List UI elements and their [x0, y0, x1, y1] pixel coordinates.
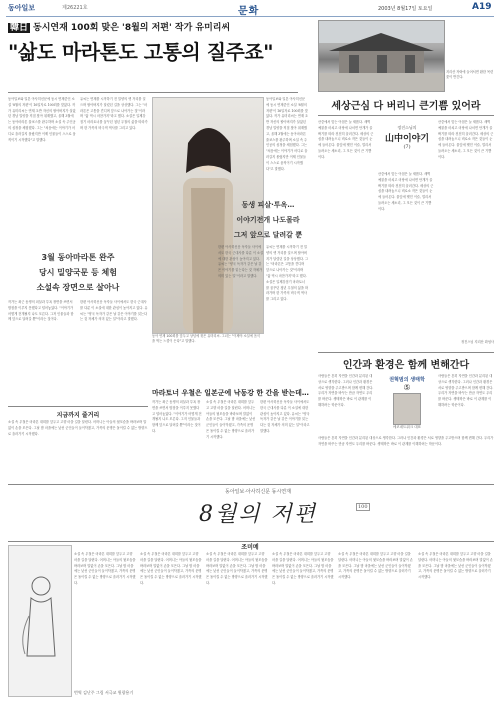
- author-photo-caption: 동아 연재 100회를 앞두고 상념에 젖은 유미리씨. 그녀는 "이제야 소설에 음식을 먹는 느낌이 든다"고 말했다.: [152, 334, 260, 343]
- article-column-1: 동아일보와 일본 아사히신문에 동시 연재중인 소설 '8월의 저편'이 16일자로 100회를 맞았다. 작가 유미리씨는 연재 초반 자신의 할아버지가 살았던 경남 밀양을 직접 찾아 취재했고, 올해 3월에는 동아마라톤 풀코스를 완주하며 소설 속 주인공의 심정을 체험했다. 그는 "처음에는 이야기가 어디로 흘러갈지 몰랐지만 이제 인물들이 스스로 움직이기 시작했다"고 말했다.: [8, 97, 76, 142]
- column-series-name: 山中이야기: [384, 134, 430, 144]
- column-number: (7): [403, 144, 411, 150]
- column-text-2: 산중에서 맞는 아침은 늘 새롭다. 새벽 예불을 마치고 마당에 나서면 안개가 골짜기를 따라 천천히 흘러간다. 세상의 근심을 내려놓으니 비로소 작은 것들이 눈에 들어온다. 풀잎에 맺힌 이슬, 멀리서 들려오는 새소리, 그 모든 것이 큰 기쁨이다.: [378, 172, 434, 211]
- article-column-9: 소설 속 우철은 마라톤 대회를 앞두고 고향 마을 길을 달린다. 어머니는 아들의 뒷모습을 바라보며 말없이 손을 모은다. 그날 밤 마을에는 낯선 군인들이 들이닥쳤고, 가족의 운명은 돌이킬 수 없는 방향으로 흘러가기 시작했다.: [206, 400, 256, 439]
- novel-banner-label: 동아일보·아사히신문 동시연재: [225, 489, 291, 495]
- column-text-3: 산중에서 맞는 아침은 늘 새롭다. 새벽 예불을 마치고 마당에 나서면 안개가 골짜기를 따라 천천히 흘러간다. 세상의 근심을 내려놓으니 비로소 작은 것들이 눈에 들어온다. 풀잎에 맺힌 이슬, 멀리서 들려오는 새소리, 그 모든 것이 큰 기쁨이다.: [438, 120, 494, 159]
- article-column-7: 한편 아사히신문 독자들 사이에서도 한국 근대사를 다룬 이 소설에 대한 관심이 높아지고 있다. 유씨는 "양국 독자가 같은 날 같은 이야기를 읽는다는 것 자체가 의미 있는 일"이라고 말했다.: [218, 245, 264, 278]
- woman-sketch-illustration: [9, 546, 71, 696]
- novel-text-6: 소설 속 우철은 마라톤 대회를 앞두고 고향 마을 길을 달린다. 어머니는 아들의 뒷모습을 바라보며 말없이 손을 모은다. 그날 밤 마을에는 낯선 군인들이 들이닥쳤고, 가족의 운명은 돌이킬 수 없는 방향으로 흘러가기 시작했다.: [418, 552, 493, 580]
- novel-credit: 번역 김난주 그림 서극교 원광용기: [74, 690, 134, 695]
- novel-text-4: 소설 속 우철은 마라톤 대회를 앞두고 고향 마을 길을 달린다. 어머니는 아들의 뒷모습을 바라보며 말없이 손을 모은다. 그날 밤 마을에는 낯선 군인들이 들이닥쳤고, 가족의 운명은 돌이킬 수 없는 방향으로 흘러가기 시작했다.: [272, 552, 334, 585]
- article-column-2: 유씨는 연재를 시작하기 전 밀양의 옛 거리를 걸으며 할아버지가 달렸던 길을 상상했다. 그는 "마라톤은 고통을 견디며 앞으로 나아가는 것"이라며 "삶 역시 마찬가지"라고 했다. 소설은 일제강점기 마라토너를 꿈꾸던 청년 우철의 삶을 따라가며 한 가족의 비극적 역사를 그리고 있다.: [80, 97, 148, 130]
- temple-photo: [318, 20, 445, 92]
- ecology-series-sub: 에코네트워크 대표: [392, 425, 422, 429]
- edition-number: 제26221호: [62, 5, 88, 11]
- novel-title: 8월의 저편: [199, 502, 317, 527]
- pull-quote-1-line: 소설속 장면으로 살아나: [36, 283, 120, 292]
- article-column-8: 작가는 최근 동생의 피살과 투옥 장면을 쓰면서 밤잠을 이루지 못했다고 털어놓았다. "이야기가 어떻게 전개될지 나도 모른다. 그저 인물들과 함께 앞으로 달려갈 뿐"이라는 것이다.: [152, 400, 202, 433]
- novel-text-3: 소설 속 우철은 마라톤 대회를 앞두고 고향 마을 길을 달린다. 어머니는 아들의 뒷모습을 바라보며 말없이 손을 모은다. 그날 밤 마을에는 낯선 군인들이 들이닥쳤고, 가족의 운명은 돌이킬 수 없는 방향으로 흘러가기 시작했다.: [206, 552, 268, 585]
- masthead: [6, 2, 494, 17]
- column-text-1: 산중에서 맞는 아침은 늘 새롭다. 새벽 예불을 마치고 마당에 나서면 안개가 골짜기를 따라 천천히 흘러간다. 세상의 근심을 내려놓으니 비로소 작은 것들이 눈에 들어온다. 풀잎에 맺힌 이슬, 멀리서 들려오는 새소리, 그 모든 것이 큰 기쁨이다.: [318, 120, 374, 159]
- ecology-text-3: 사람들은 흔히 자연을 인간과 분리된 대상으로 생각한다. 그러나 인간과 환경은 서로 영향을 주고받으며 함께 변해 간다. 우리가 자연을 바꾸는 만큼 자연도 우리를 바꾼다. 생태학은 바로 이 관계를 이해하려는 학문이다.: [318, 436, 494, 446]
- pull-quote-2-line: 이야기전개 나도몰라: [236, 216, 300, 224]
- article-column-3: 작가는 최근 동생의 피살과 투옥 장면을 쓰면서 밤잠을 이루지 못했다고 털어놓았다. "이야기가 어떻게 전개될지 나도 모른다. 그저 인물들과 함께 앞으로 달려갈 뿐"이라는 것이다.: [8, 300, 74, 322]
- column-series-label: 정진스님의: [397, 125, 417, 130]
- kicker-text: 동시연재 100회 맞은 '8월의 저편' 작가 유미리씨: [33, 23, 231, 33]
- pull-quote-2-line: 동생 피살·투옥…: [241, 201, 295, 209]
- paper-name: 동아일보: [8, 4, 36, 12]
- ecology-series-box: [378, 376, 436, 434]
- article-column-10: 한편 아사히신문 독자들 사이에서도 한국 근대사를 다룬 이 소설에 대한 관심이 높아지고 있다. 유씨는 "양국 독자가 같은 날 같은 이야기를 읽는다는 것 자체가 의미 있는 일"이라고 말했다.: [260, 400, 310, 433]
- sidebar-rule: [8, 406, 148, 407]
- columnist-photo: [393, 393, 421, 425]
- page-number: A19: [472, 2, 492, 12]
- column-rule: [318, 115, 494, 116]
- pull-quote-2: [218, 198, 318, 243]
- ecology-rule: [318, 352, 494, 353]
- headline-rule: [8, 92, 298, 93]
- ecology-number: ⑤: [403, 383, 411, 392]
- novel-illustration: [8, 545, 72, 697]
- synopsis-title: 지금까지 줄거리: [56, 412, 100, 419]
- novel-text-5: 소설 속 우철은 마라톤 대회를 앞두고 고향 마을 길을 달린다. 어머니는 아들의 뒷모습을 바라보며 말없이 손을 모은다. 그날 밤 마을에는 낯선 군인들이 들이닥쳤고, 가족의 운명은 돌이킬 수 없는 방향으로 흘러가기 시작했다.: [338, 552, 413, 580]
- pull-quote-1-line: 3월 동아마라톤 완주: [41, 253, 115, 262]
- novel-text-2: 소설 속 우철은 마라톤 대회를 앞두고 고향 마을 길을 달린다. 어머니는 아들의 뒷모습을 바라보며 말없이 손을 모은다. 그날 밤 마을에는 낯선 군인들이 들이닥쳤고, 가족의 운명은 돌이킬 수 없는 방향으로 흘러가기 시작했다.: [140, 552, 202, 585]
- article-column-6: 유씨는 연재를 시작하기 전 밀양의 옛 거리를 걸으며 할아버지가 달렸던 길을 상상했다. 그는 "마라톤은 고통을 견디며 앞으로 나아가는 것"이라며 "삶 역시 마찬가지"라고 했다. 소설은 일제강점기 마라토너를 꿈꾸던 청년 우철의 삶을 따라가며 한 가족의 비극적 역사를 그리고 있다.: [266, 245, 308, 302]
- kicker-tag: 韓日: [10, 23, 29, 33]
- ecology-text-2: 사람들은 흔히 자연을 인간과 분리된 대상으로 생각한다. 그러나 인간과 환경은 서로 영향을 주고받으며 함께 변해 간다. 우리가 자연을 바꾸는 만큼 자연도 우리를 바꾼다. 생태학은 바로 이 관계를 이해하려는 학문이다.: [438, 374, 494, 407]
- section-title: 문화: [238, 6, 260, 17]
- feature-headline: "삶도 마라톤도 고통의 질주죠": [8, 40, 274, 64]
- column-title: 세상근심 다 버리니 큰기쁨 있어라: [331, 101, 481, 112]
- novel-text-1: 소설 속 우철은 마라톤 대회를 앞두고 고향 마을 길을 달린다. 어머니는 아들의 뒷모습을 바라보며 말없이 손을 모은다. 그날 밤 마을에는 낯선 군인들이 들이닥쳤고, 가족의 운명은 돌이킬 수 없는 방향으로 흘러가기 시작했다.: [74, 552, 136, 585]
- ecology-text-1: 사람들은 흔히 자연을 인간과 분리된 대상으로 생각한다. 그러나 인간과 환경은 서로 영향을 주고받으며 함께 변해 간다. 우리가 자연을 바꾸는 만큼 자연도 우리를 바꾼다. 생태학은 바로 이 관계를 이해하려는 학문이다.: [318, 374, 374, 407]
- pull-quote-2-line: 그저 앞으로 달려갈 뿐: [233, 231, 303, 239]
- temple-photo-caption: 지리산 자락에 들어서면 환한 목련꽃이 반긴다.: [446, 70, 494, 79]
- temple-illustration: [319, 21, 444, 91]
- issue-date: 2003년 8월17일 토요일: [378, 6, 433, 12]
- column-signoff: 정진스님 지리산 화엄사: [461, 340, 494, 344]
- feature-kicker: [8, 20, 298, 33]
- novel-banner: [8, 484, 494, 542]
- article-column-5: 동아일보와 일본 아사히신문에 동시 연재중인 소설 '8월의 저편'이 16일자로 100회를 맞았다. 작가 유미리씨는 연재 초반 자신의 할아버지가 살았던 경남 밀양을 직접 찾아 취재했고, 올해 3월에는 동아마라톤 풀코스를 완주하며 소설 속 주인공의 심정을 체험했다. 그는 "처음에는 이야기가 어디로 흘러갈지 몰랐지만 이제 인물들이 스스로 움직이기 시작했다"고 말했다.: [266, 97, 308, 171]
- ecology-series-label: 권혁범의 생태학: [389, 377, 425, 383]
- synopsis-text: 소설 속 우철은 마라톤 대회를 앞두고 고향 마을 길을 달린다. 어머니는 아들의 뒷모습을 바라보며 말없이 손을 모은다. 그날 밤 마을에는 낯선 군인들이 들이닥쳤고, 가족의 운명은 돌이킬 수 없는 방향으로 흘러가기 시작했다.: [8, 420, 148, 436]
- novel-author: 조미메: [241, 544, 259, 551]
- ecology-title: 인간과 환경은 함께 변해간다: [342, 360, 470, 371]
- sub-headline: 마라토너 우철은 일본군에 낙동강 한 간을 받는데…: [152, 389, 309, 397]
- pull-quote-1-line: 당시 밀양국문 등 체험: [39, 268, 117, 277]
- article-column-4: 한편 아사히신문 독자들 사이에서도 한국 근대사를 다룬 이 소설에 대한 관심이 높아지고 있다. 유씨는 "양국 독자가 같은 날 같은 이야기를 읽는다는 것 자체가 의미 있는 일"이라고 말했다.: [80, 300, 148, 322]
- column-series-box: [378, 125, 436, 170]
- novel-episode-number: 100: [358, 504, 368, 510]
- pull-quote-1: [8, 250, 148, 295]
